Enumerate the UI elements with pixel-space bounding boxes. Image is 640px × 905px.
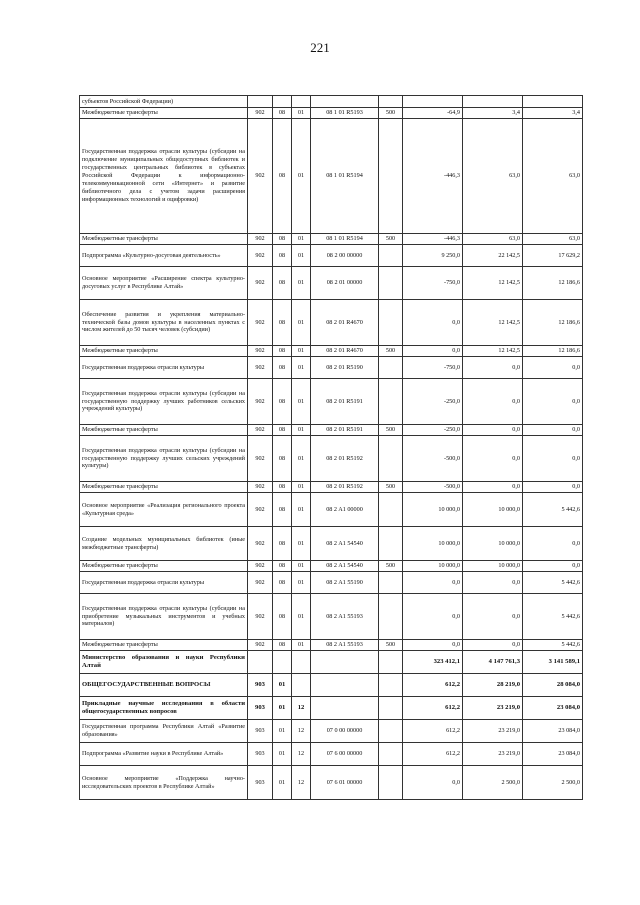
cell-sum-2: 63,0 — [463, 234, 523, 245]
cell-gr: 902 — [248, 561, 273, 572]
cell-rz: 01 — [273, 743, 292, 766]
page-number: 221 — [310, 40, 330, 55]
cell-rz: 01 — [273, 720, 292, 743]
cell-rz: 08 — [273, 527, 292, 561]
cell-gr: 903 — [248, 697, 273, 720]
cell-sum-2: 3,4 — [463, 108, 523, 119]
cell-vr: 500 — [379, 640, 403, 651]
cell-name: Государственная поддержка отрасли культуры (субсидии на подключение муниципальных общедоступных библиотек и государственных центральных библиотек в субъектах Российской Федерации к информационно-телекоммуникационной сети «Интернет» и развитие библиотечного дела с учетом задачи расширения информационных технологий и оцифровки) — [80, 119, 248, 234]
cell-vr — [379, 119, 403, 234]
cell-sum-1: 612,2 — [403, 720, 463, 743]
cell-sum-3: 0,0 — [523, 357, 583, 379]
cell-rz: 08 — [273, 594, 292, 640]
cell-name: Государственная поддержка отрасли культуры — [80, 357, 248, 379]
cell-sum-2: 63,0 — [463, 119, 523, 234]
cell-sum-3: 0,0 — [523, 436, 583, 482]
cell-pr: 01 — [292, 346, 311, 357]
cell-sum-3: 3 141 589,1 — [523, 651, 583, 674]
cell-sum-2: 12 142,5 — [463, 346, 523, 357]
cell-rz: 08 — [273, 346, 292, 357]
cell-vr: 500 — [379, 482, 403, 493]
table-row — [80, 108, 583, 119]
cell-vr — [379, 697, 403, 720]
cell-pr — [292, 651, 311, 674]
table-row — [80, 594, 583, 640]
cell-sum-3: 23 084,0 — [523, 720, 583, 743]
cell-sum-3: 5 442,6 — [523, 572, 583, 594]
cell-rz: 01 — [273, 674, 292, 697]
cell-sum-3: 12 186,6 — [523, 267, 583, 300]
cell-name: Министерство образования и науки Республики Алтай — [80, 651, 248, 674]
cell-gr: 902 — [248, 119, 273, 234]
cell-gr: 903 — [248, 766, 273, 800]
cell-sum-1: -250,0 — [403, 379, 463, 425]
cell-name: Государственная поддержка отрасли культуры (субсидии на приобретение музыкальных инструментов и учебных материалов) — [80, 594, 248, 640]
cell-gr: 902 — [248, 527, 273, 561]
cell-vr — [379, 572, 403, 594]
cell-sum-1: 323 412,1 — [403, 651, 463, 674]
cell-csr: 07 6 01 00000 — [311, 766, 379, 800]
cell-sum-2: 28 219,0 — [463, 674, 523, 697]
cell-sum-1: 10 000,0 — [403, 493, 463, 527]
cell-sum-1: -64,9 — [403, 108, 463, 119]
cell-sum-1: 10 000,0 — [403, 527, 463, 561]
cell-sum-1: 612,2 — [403, 743, 463, 766]
table-row — [80, 561, 583, 572]
cell-rz: 08 — [273, 267, 292, 300]
cell-gr: 902 — [248, 245, 273, 267]
cell-gr: 902 — [248, 572, 273, 594]
cell-sum-3: 63,0 — [523, 234, 583, 245]
cell-csr: 08 2 A1 55193 — [311, 594, 379, 640]
cell-name: Государственная программа Республики Алтай «Развитие образования» — [80, 720, 248, 743]
cell-name: Государственная поддержка отрасли культуры (субсидии на государственную поддержку лучших сельских учреждений культуры) — [80, 436, 248, 482]
cell-pr: 01 — [292, 108, 311, 119]
cell-csr — [311, 651, 379, 674]
cell-vr: 500 — [379, 425, 403, 436]
budget-table — [79, 95, 583, 800]
cell-sum-1: -446,3 — [403, 119, 463, 234]
cell-sum-1: 0,0 — [403, 766, 463, 800]
table-row — [80, 357, 583, 379]
cell-name: субъектов Российской Федерации) — [80, 96, 248, 108]
cell-csr — [311, 96, 379, 108]
cell-sum-3: 2 500,0 — [523, 766, 583, 800]
cell-csr: 08 2 A1 00000 — [311, 493, 379, 527]
cell-name: Межбюджетные трансферты — [80, 561, 248, 572]
cell-gr: 902 — [248, 436, 273, 482]
cell-gr: 902 — [248, 379, 273, 425]
cell-vr — [379, 436, 403, 482]
cell-pr: 01 — [292, 482, 311, 493]
cell-sum-2: 12 142,5 — [463, 300, 523, 346]
cell-csr: 08 2 01 R5192 — [311, 482, 379, 493]
cell-sum-1: 612,2 — [403, 674, 463, 697]
cell-rz: 08 — [273, 561, 292, 572]
cell-sum-1: 0,0 — [403, 572, 463, 594]
table-row — [80, 425, 583, 436]
cell-pr: 01 — [292, 379, 311, 425]
cell-sum-1: 0,0 — [403, 640, 463, 651]
cell-sum-1: -500,0 — [403, 482, 463, 493]
cell-rz: 08 — [273, 245, 292, 267]
cell-rz: 08 — [273, 379, 292, 425]
cell-sum-1: -446,3 — [403, 234, 463, 245]
cell-sum-3: 5 442,6 — [523, 640, 583, 651]
cell-vr — [379, 766, 403, 800]
cell-rz: 08 — [273, 300, 292, 346]
cell-pr: 01 — [292, 234, 311, 245]
cell-gr: 902 — [248, 594, 273, 640]
cell-sum-1: -250,0 — [403, 425, 463, 436]
cell-gr: 903 — [248, 743, 273, 766]
cell-rz — [273, 96, 292, 108]
cell-sum-2: 0,0 — [463, 572, 523, 594]
cell-name: Создание модельных муниципальных библиотек (иные межбюджетные трансферты) — [80, 527, 248, 561]
table-row — [80, 379, 583, 425]
cell-gr: 902 — [248, 234, 273, 245]
cell-pr: 01 — [292, 436, 311, 482]
cell-vr — [379, 357, 403, 379]
table-row — [80, 234, 583, 245]
cell-csr: 08 2 A1 54540 — [311, 527, 379, 561]
cell-sum-3: 28 084,0 — [523, 674, 583, 697]
cell-rz: 01 — [273, 766, 292, 800]
cell-vr — [379, 720, 403, 743]
table-row — [80, 697, 583, 720]
cell-sum-3: 0,0 — [523, 527, 583, 561]
cell-rz: 08 — [273, 357, 292, 379]
cell-sum-3: 5 442,6 — [523, 493, 583, 527]
cell-sum-1: 0,0 — [403, 300, 463, 346]
cell-name: Подпрограмма «Культурно-досуговая деятельность» — [80, 245, 248, 267]
cell-name: Межбюджетные трансферты — [80, 108, 248, 119]
cell-gr: 902 — [248, 493, 273, 527]
cell-gr: 902 — [248, 346, 273, 357]
table-row — [80, 267, 583, 300]
cell-sum-2 — [463, 96, 523, 108]
cell-gr — [248, 651, 273, 674]
cell-name: Подпрограмма «Развитие науки в Республике Алтай» — [80, 743, 248, 766]
cell-vr — [379, 674, 403, 697]
cell-pr: 01 — [292, 640, 311, 651]
cell-pr: 12 — [292, 743, 311, 766]
cell-sum-2: 0,0 — [463, 482, 523, 493]
cell-csr: 07 6 00 00000 — [311, 743, 379, 766]
cell-sum-1: 612,2 — [403, 697, 463, 720]
cell-sum-2: 23 219,0 — [463, 743, 523, 766]
cell-name: Межбюджетные трансферты — [80, 234, 248, 245]
cell-sum-3: 17 629,2 — [523, 245, 583, 267]
cell-pr: 01 — [292, 425, 311, 436]
cell-sum-1: 9 250,0 — [403, 245, 463, 267]
cell-rz: 01 — [273, 697, 292, 720]
cell-sum-1 — [403, 96, 463, 108]
cell-name: ОБЩЕГОСУДАРСТВЕННЫЕ ВОПРОСЫ — [80, 674, 248, 697]
cell-sum-2: 0,0 — [463, 594, 523, 640]
cell-sum-2: 0,0 — [463, 357, 523, 379]
cell-rz: 08 — [273, 482, 292, 493]
cell-rz: 08 — [273, 572, 292, 594]
cell-gr: 903 — [248, 720, 273, 743]
cell-pr: 12 — [292, 697, 311, 720]
cell-rz: 08 — [273, 234, 292, 245]
cell-gr: 902 — [248, 425, 273, 436]
cell-name: Межбюджетные трансферты — [80, 640, 248, 651]
table-row — [80, 743, 583, 766]
cell-gr: 902 — [248, 482, 273, 493]
cell-pr: 12 — [292, 766, 311, 800]
cell-vr — [379, 245, 403, 267]
table-row — [80, 651, 583, 674]
cell-vr — [379, 651, 403, 674]
cell-vr: 500 — [379, 346, 403, 357]
cell-sum-1: 0,0 — [403, 346, 463, 357]
cell-rz: 08 — [273, 493, 292, 527]
cell-rz: 08 — [273, 425, 292, 436]
cell-vr: 500 — [379, 108, 403, 119]
cell-sum-2: 0,0 — [463, 425, 523, 436]
cell-gr: 902 — [248, 640, 273, 651]
cell-pr: 01 — [292, 594, 311, 640]
cell-name: Межбюджетные трансферты — [80, 482, 248, 493]
cell-sum-3 — [523, 96, 583, 108]
table-row — [80, 766, 583, 800]
cell-pr: 01 — [292, 119, 311, 234]
cell-name: Основное мероприятие «Расширение спектра культурно-досуговых услуг в Республике Алтай» — [80, 267, 248, 300]
cell-pr: 01 — [292, 267, 311, 300]
table-row — [80, 674, 583, 697]
cell-sum-2: 4 147 761,3 — [463, 651, 523, 674]
cell-csr: 08 2 01 R5190 — [311, 357, 379, 379]
cell-sum-3: 12 186,6 — [523, 346, 583, 357]
cell-vr: 500 — [379, 234, 403, 245]
cell-sum-3: 63,0 — [523, 119, 583, 234]
cell-sum-2: 0,0 — [463, 436, 523, 482]
cell-sum-1: 0,0 — [403, 594, 463, 640]
cell-csr: 08 2 01 R5192 — [311, 436, 379, 482]
cell-csr: 08 1 01 R5193 — [311, 108, 379, 119]
table-row — [80, 640, 583, 651]
cell-sum-3: 3,4 — [523, 108, 583, 119]
cell-gr: 903 — [248, 674, 273, 697]
cell-pr: 01 — [292, 493, 311, 527]
cell-csr: 08 1 01 R5194 — [311, 234, 379, 245]
cell-sum-2: 10 000,0 — [463, 527, 523, 561]
cell-name: Государственная поддержка отрасли культуры — [80, 572, 248, 594]
cell-sum-1: 10 000,0 — [403, 561, 463, 572]
cell-sum-3: 23 084,0 — [523, 697, 583, 720]
cell-rz: 08 — [273, 436, 292, 482]
cell-pr — [292, 674, 311, 697]
cell-csr: 08 2 00 00000 — [311, 245, 379, 267]
cell-sum-2: 10 000,0 — [463, 561, 523, 572]
cell-csr: 08 2 01 R4670 — [311, 300, 379, 346]
cell-csr: 08 2 01 R5191 — [311, 379, 379, 425]
cell-csr — [311, 674, 379, 697]
cell-sum-3: 0,0 — [523, 482, 583, 493]
cell-csr — [311, 697, 379, 720]
cell-gr: 902 — [248, 357, 273, 379]
cell-pr: 01 — [292, 300, 311, 346]
cell-vr — [379, 379, 403, 425]
cell-rz: 08 — [273, 640, 292, 651]
cell-gr: 902 — [248, 300, 273, 346]
cell-vr — [379, 493, 403, 527]
budget-table-body — [80, 96, 583, 800]
cell-csr: 08 2 A1 54540 — [311, 561, 379, 572]
table-row — [80, 720, 583, 743]
table-row — [80, 119, 583, 234]
cell-vr — [379, 527, 403, 561]
cell-vr — [379, 96, 403, 108]
cell-csr: 07 0 00 00000 — [311, 720, 379, 743]
cell-gr: 902 — [248, 267, 273, 300]
table-row — [80, 346, 583, 357]
cell-sum-2: 23 219,0 — [463, 697, 523, 720]
cell-csr: 08 1 01 R5194 — [311, 119, 379, 234]
cell-sum-3: 0,0 — [523, 561, 583, 572]
cell-pr: 01 — [292, 561, 311, 572]
cell-name: Прикладные научные исследования в области общегосударственных вопросов — [80, 697, 248, 720]
cell-rz: 08 — [273, 119, 292, 234]
cell-csr: 08 2 01 00000 — [311, 267, 379, 300]
cell-vr — [379, 743, 403, 766]
cell-sum-2: 22 142,5 — [463, 245, 523, 267]
cell-gr: 902 — [248, 108, 273, 119]
table-row — [80, 527, 583, 561]
cell-sum-1: -750,0 — [403, 357, 463, 379]
cell-pr: 12 — [292, 720, 311, 743]
cell-pr: 01 — [292, 245, 311, 267]
cell-pr: 01 — [292, 572, 311, 594]
cell-sum-3: 0,0 — [523, 379, 583, 425]
cell-csr: 08 2 01 R4670 — [311, 346, 379, 357]
cell-csr: 08 2 A1 55193 — [311, 640, 379, 651]
cell-name: Обеспечение развития и укрепления материально-технической базы домов культуры в населенных пунктах с числом жителей до 50 тысяч человек (субсидии) — [80, 300, 248, 346]
cell-rz: 08 — [273, 108, 292, 119]
cell-sum-2: 12 142,5 — [463, 267, 523, 300]
table-row — [80, 300, 583, 346]
cell-name: Государственная поддержка отрасли культуры (субсидии на государственную поддержку лучших работников сельских учреждений культуры) — [80, 379, 248, 425]
cell-sum-1: -750,0 — [403, 267, 463, 300]
cell-pr: 01 — [292, 527, 311, 561]
cell-sum-3: 0,0 — [523, 425, 583, 436]
table-row — [80, 96, 583, 108]
cell-sum-1: -500,0 — [403, 436, 463, 482]
cell-sum-3: 5 442,6 — [523, 594, 583, 640]
cell-gr — [248, 96, 273, 108]
table-row — [80, 245, 583, 267]
cell-name: Межбюджетные трансферты — [80, 346, 248, 357]
table-row — [80, 493, 583, 527]
cell-name: Основное мероприятие «Реализация регионального проекта «Культурная среда» — [80, 493, 248, 527]
cell-sum-3: 23 084,0 — [523, 743, 583, 766]
table-row — [80, 482, 583, 493]
cell-rz — [273, 651, 292, 674]
table-row — [80, 572, 583, 594]
cell-vr — [379, 267, 403, 300]
cell-vr — [379, 594, 403, 640]
cell-name: Основное мероприятие «Поддержка научно-исследовательских проектов в Республике Алтай» — [80, 766, 248, 800]
cell-pr: 01 — [292, 357, 311, 379]
cell-sum-2: 0,0 — [463, 379, 523, 425]
cell-sum-3: 12 186,6 — [523, 300, 583, 346]
cell-sum-2: 2 500,0 — [463, 766, 523, 800]
cell-name: Межбюджетные трансферты — [80, 425, 248, 436]
cell-vr — [379, 300, 403, 346]
cell-sum-2: 0,0 — [463, 640, 523, 651]
cell-pr — [292, 96, 311, 108]
cell-vr: 500 — [379, 561, 403, 572]
table-row — [80, 436, 583, 482]
cell-csr: 08 2 A1 55190 — [311, 572, 379, 594]
cell-csr: 08 2 01 R5191 — [311, 425, 379, 436]
cell-sum-2: 10 000,0 — [463, 493, 523, 527]
cell-sum-2: 23 219,0 — [463, 720, 523, 743]
